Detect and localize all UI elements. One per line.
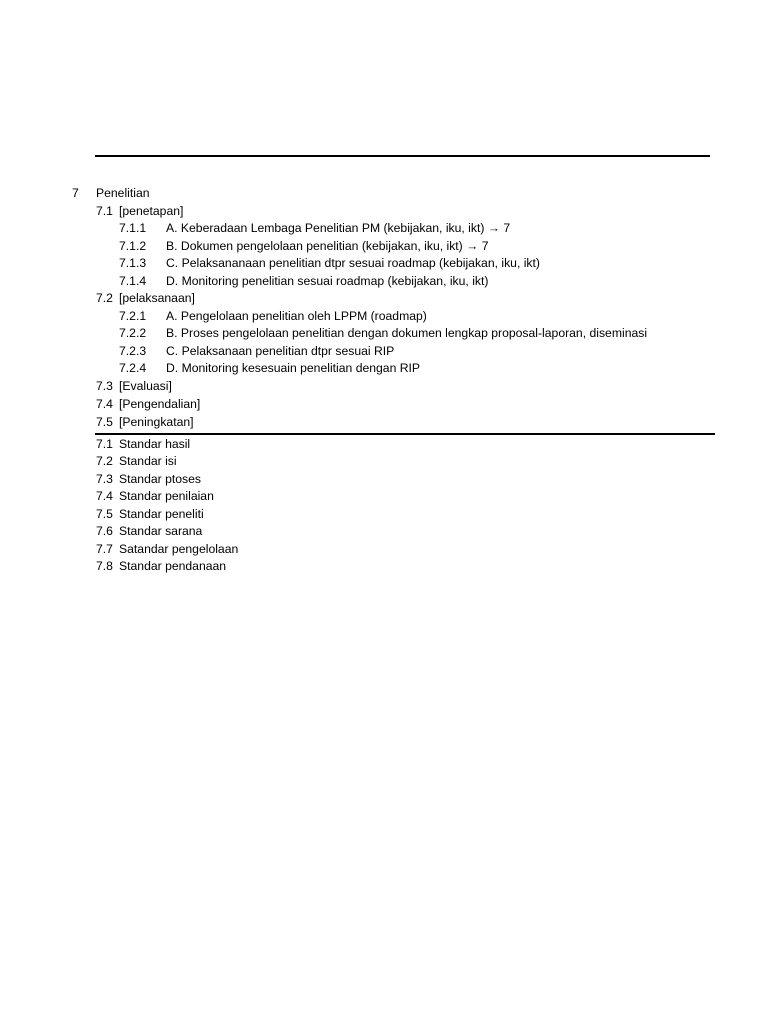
section-divider bbox=[95, 433, 715, 435]
subsection-number: 7.1.2 bbox=[119, 239, 147, 253]
standard-number: 7.5 bbox=[96, 507, 113, 521]
subsection-label: C. Pelaksananaan penelitian dtpr sesuai roadmap (kebijakan, iku, ikt) bbox=[166, 256, 540, 270]
standard-number: 7.1 bbox=[96, 437, 113, 451]
standard-label: Satandar pengelolaan bbox=[119, 542, 239, 556]
header-rule bbox=[95, 155, 710, 157]
section-number: 7.2 bbox=[96, 291, 113, 305]
subsection-label: A. Pengelolaan penelitian oleh LPPM (roadmap) bbox=[166, 309, 427, 323]
subsection-number: 7.2.2 bbox=[119, 326, 147, 340]
standard-label: Standar ptoses bbox=[119, 472, 201, 486]
section-label: [penetapan] bbox=[119, 204, 184, 218]
standard-label: Standar hasil bbox=[119, 437, 191, 451]
subsection-label: B. Dokumen pengelolaan penelitian (kebijakan, iku, ikt) → 7 bbox=[166, 239, 489, 253]
standard-number: 7.2 bbox=[96, 454, 113, 468]
standard-number: 7.7 bbox=[96, 542, 113, 556]
standard-number: 7.6 bbox=[96, 524, 113, 538]
section-number: 7.3 bbox=[96, 379, 113, 393]
section-label: [pelaksanaan] bbox=[119, 291, 195, 305]
section-label: [Evaluasi] bbox=[119, 379, 172, 393]
subsection-number: 7.2.1 bbox=[119, 309, 147, 323]
section-label: [Pengendalian] bbox=[119, 397, 201, 411]
subsection-label: D. Monitoring kesesuain penelitian dengan RIP bbox=[166, 361, 421, 375]
section-number: 7.5 bbox=[96, 415, 113, 429]
standard-label: Standar penilaian bbox=[119, 489, 214, 503]
section-number: 7.1 bbox=[96, 204, 113, 218]
subsection-label: D. Monitoring penelitian sesuai roadmap (kebijakan, iku, ikt) bbox=[166, 274, 489, 288]
subsection-number: 7.1.3 bbox=[119, 256, 147, 270]
subsection-label: C. Pelaksanaan penelitian dtpr sesuai RIP bbox=[166, 344, 395, 358]
standard-label: Standar isi bbox=[119, 454, 177, 468]
chapter-number: 7 bbox=[72, 186, 79, 200]
standard-number: 7.8 bbox=[96, 559, 113, 573]
subsection-number: 7.1.1 bbox=[119, 221, 147, 235]
subsection-label: B. Proses pengelolaan penelitian dengan dokumen lengkap proposal-laporan, diseminasi bbox=[166, 326, 648, 340]
chapter-title: Penelitian bbox=[96, 186, 150, 200]
subsection-label: A. Keberadaan Lembaga Penelitian PM (kebijakan, iku, ikt) → 7 bbox=[166, 221, 511, 235]
subsection-number: 7.1.4 bbox=[119, 274, 147, 288]
subsection-number: 7.2.4 bbox=[119, 361, 147, 375]
standard-label: Standar peneliti bbox=[119, 507, 204, 521]
standard-number: 7.4 bbox=[96, 489, 113, 503]
standard-number: 7.3 bbox=[96, 472, 113, 486]
section-number: 7.4 bbox=[96, 397, 113, 411]
standard-label: Standar sarana bbox=[119, 524, 203, 538]
section-label: [Peningkatan] bbox=[119, 415, 194, 429]
standard-label: Standar pendanaan bbox=[119, 559, 227, 573]
subsection-number: 7.2.3 bbox=[119, 344, 147, 358]
